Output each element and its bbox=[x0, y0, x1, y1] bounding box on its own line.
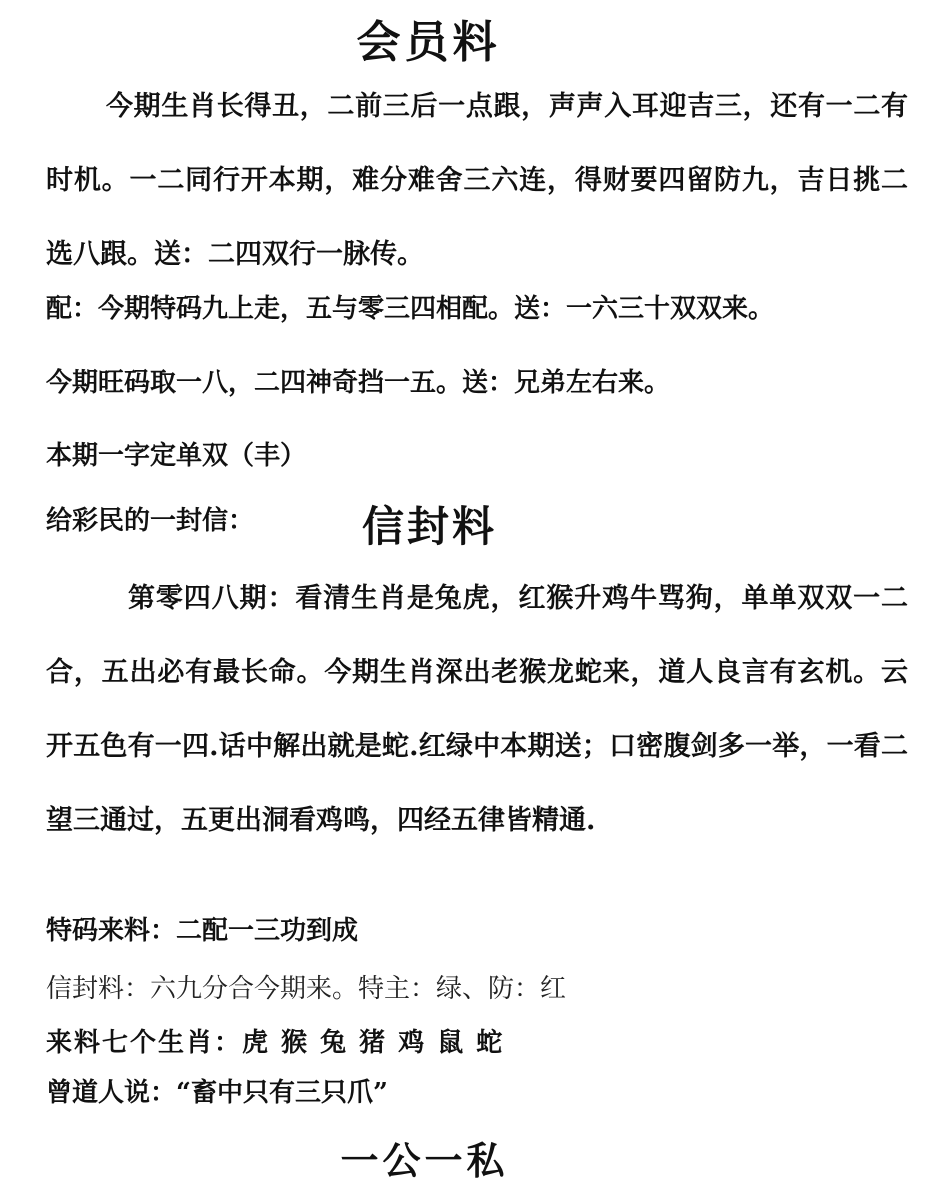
benqi-line: 本期一字定单双（丰） bbox=[46, 441, 307, 471]
letter-section-title: 信封料 bbox=[362, 502, 498, 551]
letter-paragraph: 第零四八期：看清生肖是兔虎，红猴升鸡牛骂狗，单单双双一二合，五出必有最长命。今期生肖深出老猴龙蛇来，道人良言有玄机。云开五色有一四.话中解出就是蛇.红绿中本期送；口密腹剑多一举，一看二望三通过，五更出洞看鸡鸣，四经五律皆精通. bbox=[46, 583, 908, 836]
zeng-line: 曾道人说：“畜中只有三只爪” bbox=[46, 1078, 388, 1108]
wang-line: 今期旺码取一八，二四神奇挡一五。送：兄弟左右来。 bbox=[46, 368, 671, 398]
pei-line: 配：今期特码九上走，五与零三四相配。送：一六三十双双来。 bbox=[46, 294, 775, 324]
member-paragraph: 今期生肖长得丑，二前三后一点跟，声声入耳迎吉三，还有一二有时机。一二同行开本期，难分难舍三六连，得财要四留防九，吉日挑二选八跟。送：二四双行一脉传。 bbox=[46, 91, 908, 270]
tema-line: 特码来料：二配一三功到成 bbox=[46, 916, 359, 946]
page-title: 会员料 bbox=[356, 17, 501, 68]
xinfeng-line: 信封料：六九分合今期来。特主：绿、防：红 bbox=[46, 974, 567, 1004]
shengxiao-line: 来料七个生肖：虎 猴 兔 猪 鸡 鼠 蛇 bbox=[46, 1028, 505, 1058]
letter-label: 给彩民的一封信： bbox=[46, 506, 255, 536]
bottom-title: 一公一私 bbox=[340, 1138, 509, 1183]
